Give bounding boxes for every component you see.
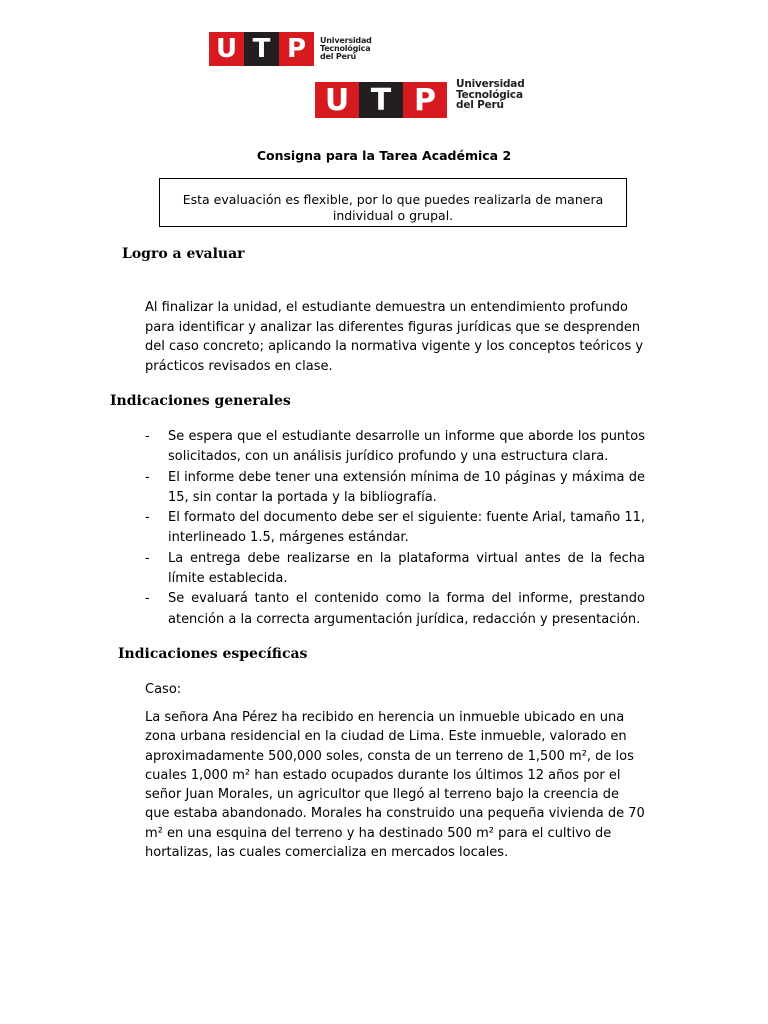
list-item-text: Se espera que el estudiante desarrolle un informe que aborde los puntos solicitados, con un análisis jurídico profundo y una estructura clara. [168,429,645,465]
bullet-dash: - [145,510,150,526]
logo-text-line: del Perú [320,52,357,62]
logo-letter-t: T [244,32,279,66]
flexible-evaluation-notice [159,178,627,227]
general-instructions-list [145,427,645,630]
list-item-text: La entrega debe realizarse en la plataforma virtual antes de la fecha límite establecida. [168,550,645,587]
list-item-text: El informe debe tener una extensión mínima de 10 páginas y máxima de 15, sin contar la portada y la bibliografía. [168,469,645,505]
list-item-text: Se evaluará tanto el contenido como la forma del informe, prestando atención a la correcta argumentación jurídica, redacción y presentación. [168,591,645,627]
document-title: Consigna para la Tarea Académica 2 [256,148,512,163]
bullet-dash: - [145,469,150,485]
list-item-text: El formato del documento debe ser el siguiente: fuente Arial, tamaño 11, interlineado 1.5, márgenes estándar. [168,510,645,546]
bullet-dash: - [145,429,150,444]
heading-logro: Logro a evaluar [122,246,245,262]
logo-wordmark [456,79,525,111]
logo-letter-u: U [315,82,359,118]
logo-text-line: Tecnológica [320,43,371,53]
logo-letter-t: T [359,82,403,118]
list-item [145,468,645,509]
logro-paragraph: Al finalizar la unidad, el estudiante demuestra un entendimiento profundo para identificar y analizar las diferentes figuras jurídicas que se desprenden del caso concreto; aplicando la normativa vigente y los conceptos teóricos y prácticos revisados en clase. [145,300,644,374]
logo-text-line: Universidad [456,77,525,90]
notice-text: Esta evaluación es flexible, por lo que puedes realizarla de manera individual o grupal. [182,191,604,223]
list-item [145,427,645,468]
logo-letter-u: U [209,32,244,66]
list-item [145,549,645,590]
bullet-dash: - [145,550,150,566]
logo-letter-p: P [403,82,447,118]
list-item [145,508,645,549]
logo-wordmark [320,37,372,61]
logo-text-line: del Perú [456,99,504,112]
heading-indicaciones-generales: Indicaciones generales [110,393,291,409]
logo-text-line: Tecnológica [456,88,523,101]
logo-letter-p: P [279,32,314,66]
logo-text-line: Universidad [320,35,372,45]
list-item [145,589,645,630]
case-paragraph: La señora Ana Pérez ha recibido en herencia un inmueble ubicado en una zona urbana residencial en la ciudad de Lima. Este inmueble, valorado en aproximadamente 500,000 soles, consta de un terreno de 1,500 m², de los cuales 1,000 m² han estado ocupados durante los últimos 12 años por el señor Juan Morales, un agricultor que llegó al terreno bajo la creencia de que estaba abandonado. Morales ha construido una pequeña vivienda de 70 m² en una esquina del terreno y ha destinado 500 m² para el cultivo de hortalizas, las cuales comercializa en mercados locales. [145,710,645,861]
utp-logo-primary [209,32,372,66]
case-label: Caso: [145,682,182,697]
bullet-dash: - [145,591,150,607]
utp-logo-secondary [315,77,525,118]
heading-indicaciones-especificas: Indicaciones específicas [118,646,308,662]
